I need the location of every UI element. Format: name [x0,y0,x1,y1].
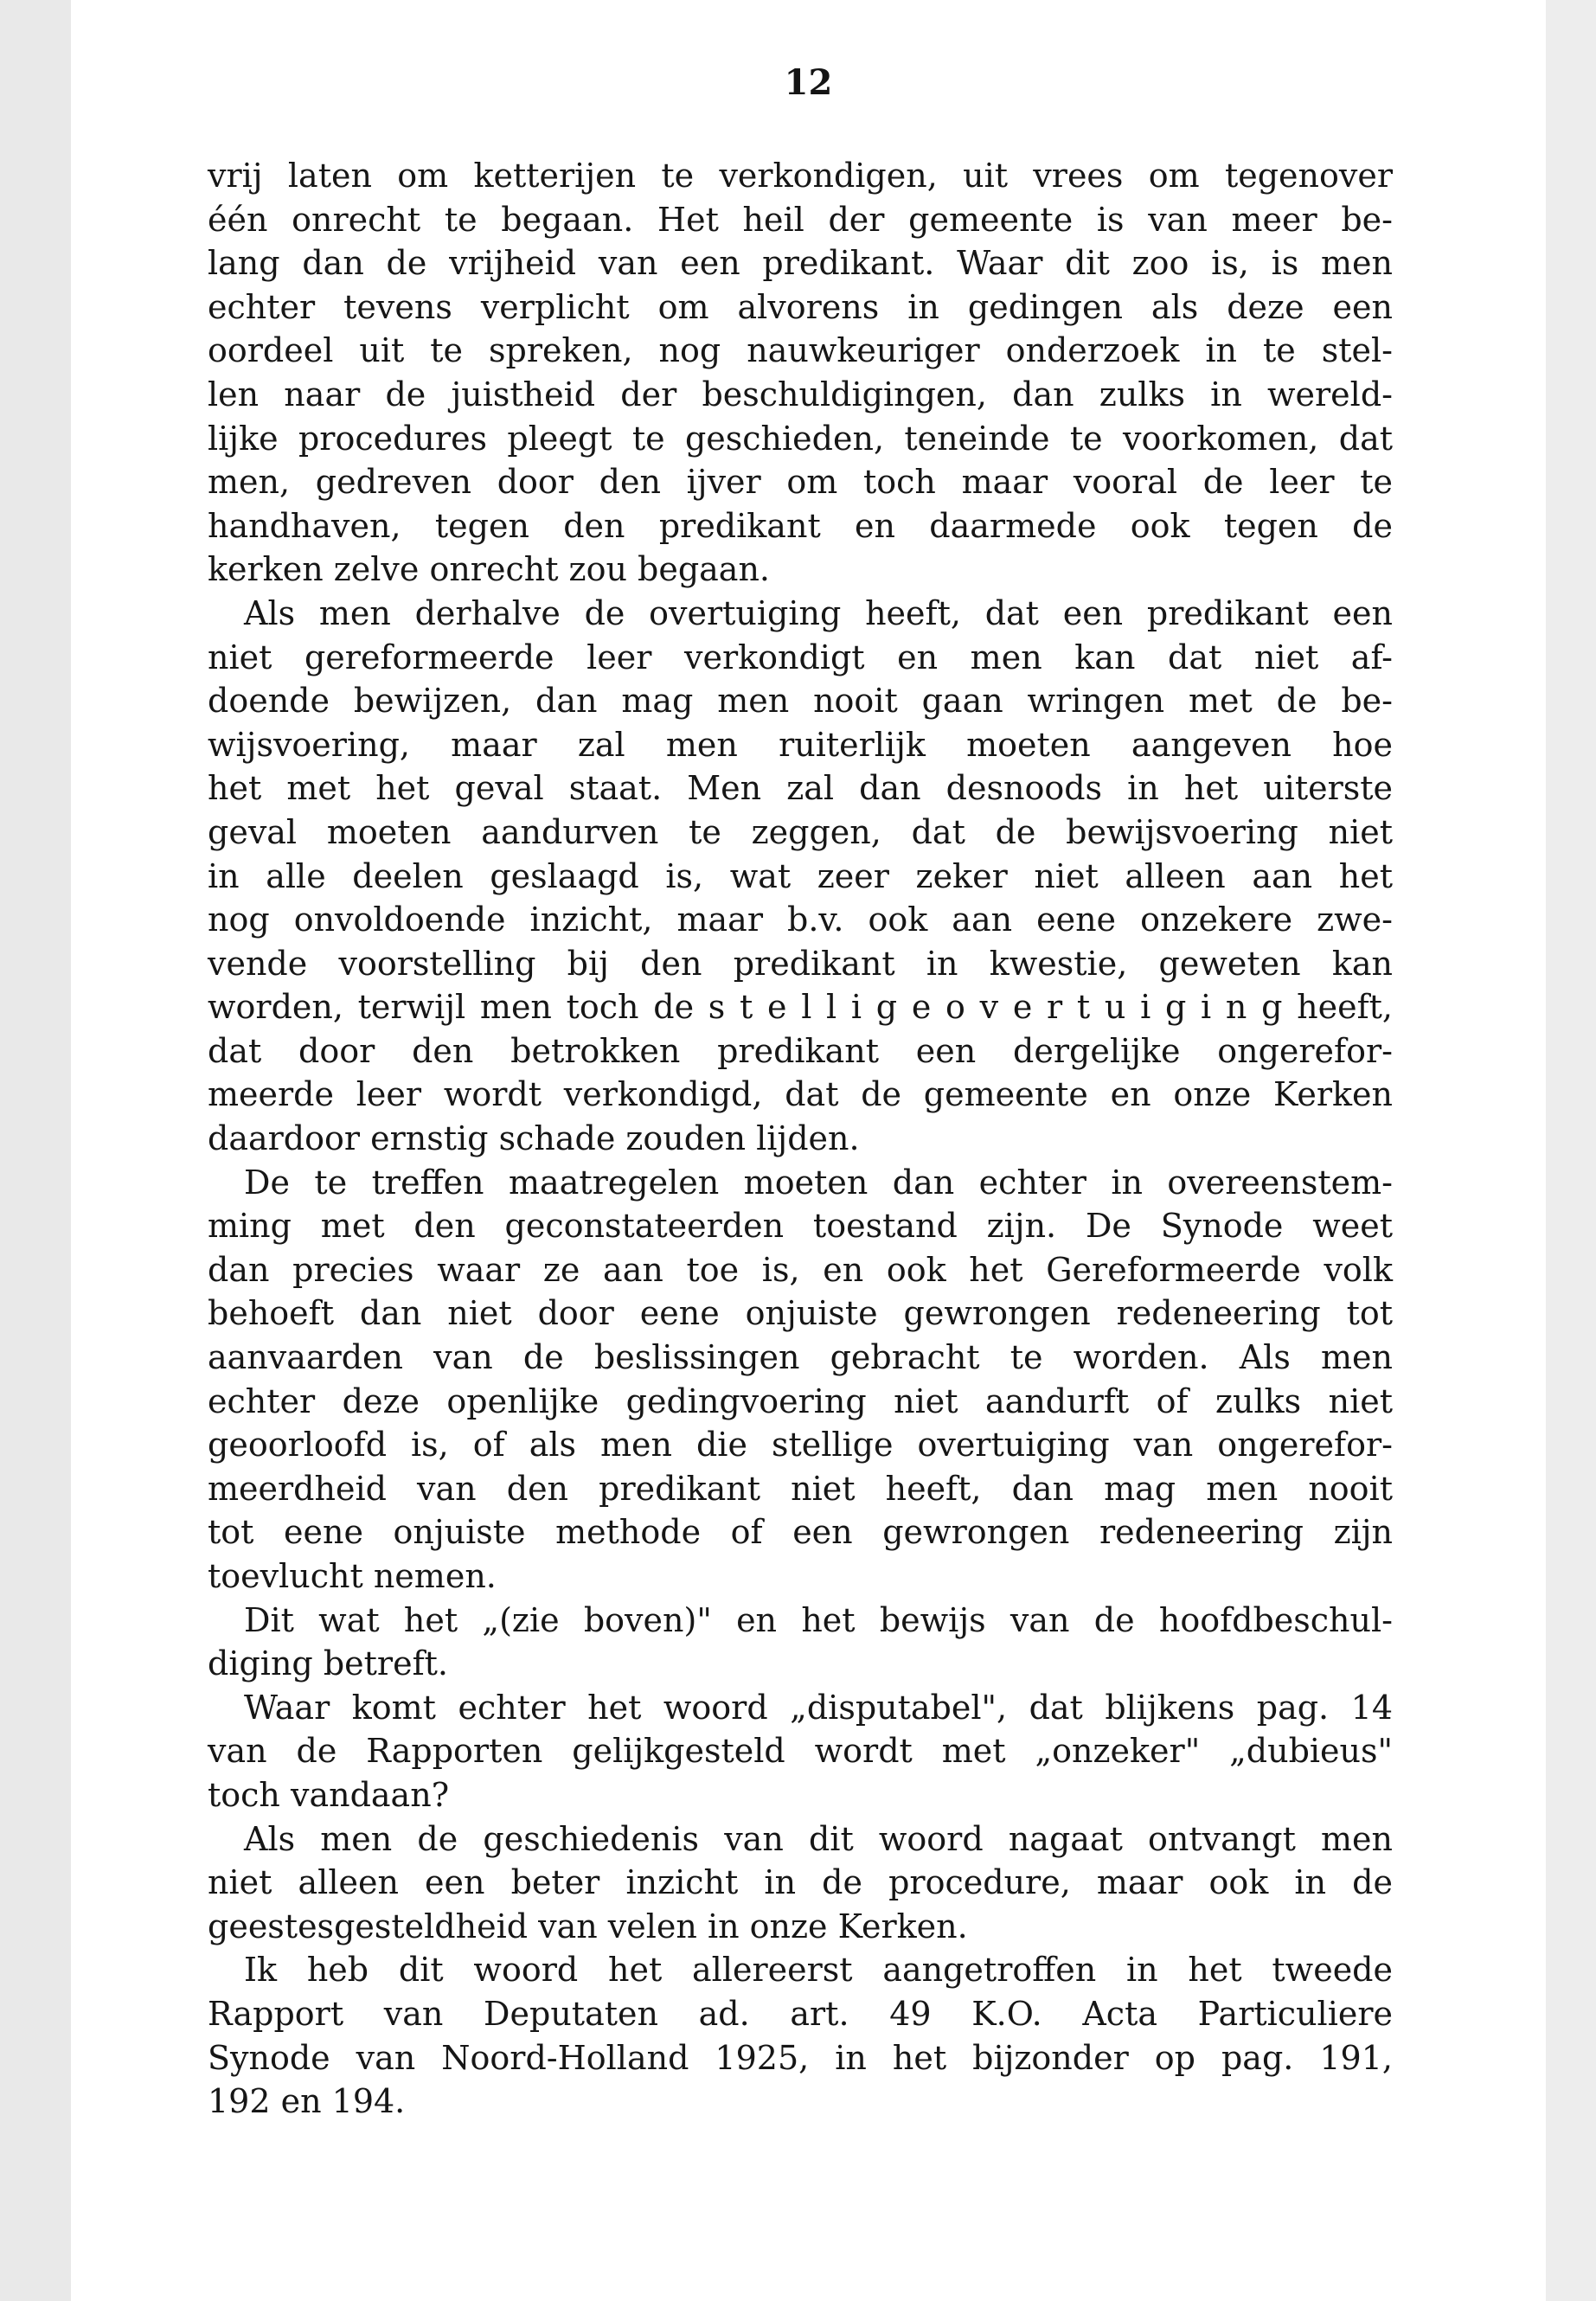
text-line: niet gereformeerde leer verkondigt en men kan dat niet af- [208,638,1393,676]
body-text [208,154,1393,2124]
text-line: aanvaarden van de beslissingen gebracht te worden. Als men [208,1338,1393,1377]
text-line: nog onvoldoende inzicht, maar b.v. ook aan eene onzekere zwe- [208,901,1393,939]
text-line: één onrecht te begaan. Het heil der gemeente is van meer be- [208,200,1393,239]
text-line: behoeft dan niet door eene onjuiste gewrongen redeneering tot [208,1294,1393,1333]
text-line: vrij laten om ketterijen te verkondigen, uit vrees om tegenover [208,157,1393,195]
text-line: len naar de juistheid der beschuldigingen, dan zulks in wereld- [208,375,1393,413]
text-line: 192 en 194. [208,2082,406,2121]
text-line: Rapport van Deputaten ad. art. 49 K.O. Acta Particuliere [208,1994,1393,2033]
text-line: Als men derhalve de overtuiging heeft, dat een predikant een [244,593,1393,632]
text-line: Synode van Noord-Holland 1925, in het bijzonder op pag. 191, [208,2038,1393,2077]
text-line: in alle deelen geslaagd is, wat zeer zeker niet alleen aan het [208,856,1393,895]
text-line: oordeel uit te spreken, nog nauwkeuriger onderzoek in te stel- [208,331,1393,370]
text-line: dat door den betrokken predikant een dergelijke ongerefor- [208,1031,1393,1070]
text-line: ming met den geconstateerden toestand zijn. De Synode weet [208,1207,1393,1246]
text-line: dan precies waar ze aan toe is, en ook het Gereformeerde volk [208,1250,1393,1289]
text-line: meerde leer wordt verkondigd, dat de gemeente en onze Kerken [208,1075,1393,1114]
page-number: 12 [784,62,833,103]
text-line: het met het geval staat. Men zal dan desnoods in het uiterste [208,769,1393,808]
text-line: handhaven, tegen den predikant en daarmede ook tegen de [208,506,1393,545]
text-line: geoorloofd is, of als men die stellige overtuiging van ongerefor- [208,1426,1393,1465]
text-line: geestesgesteldheid van velen in onze Kerken. [208,1907,968,1945]
text-line: van de Rapporten gelijkgesteld wordt met „onzeker" „dubieus" [208,1732,1393,1771]
text-line: men, gedreven door den ijver om toch maar vooral de leer te [208,463,1393,502]
text-line: lang dan de vrijheid van een predikant. Waar dit zoo is, is men [208,244,1393,283]
document-page [71,0,1546,2301]
text-line: Waar komt echter het woord „disputabel", dat blijkens pag. 14 [244,1688,1393,1727]
scan-margin-right [1546,0,1596,2301]
text-line: diging betreft. [208,1644,448,1683]
text-line: De te treffen maatregelen moeten dan echter in overeenstem- [244,1163,1393,1202]
text-line: wijsvoering, maar zal men ruiterlijk moeten aangeven hoe [208,725,1393,764]
text-line: echter tevens verplicht om alvorens in gedingen als deze een [208,287,1393,326]
text-line: Als men de geschiedenis van dit woord nagaat ontvangt men [244,1819,1393,1858]
text-line: daardoor ernstig schade zouden lijden. [208,1119,860,1158]
scan-margin-left [0,0,71,2301]
text-line: toch vandaan? [208,1775,450,1814]
text-line: Ik heb dit woord het allereerst aangetroffen in het tweede [244,1951,1393,1990]
text-line: geval moeten aandurven te zeggen, dat de bewijsvoering niet [208,812,1393,851]
text-line: toevlucht nemen. [208,1557,497,1595]
text-line: vende voorstelling bij den predikant in kwestie, geweten kan [208,944,1393,983]
text-line: niet alleen een beter inzicht in de procedure, maar ook in de [208,1863,1393,1902]
text-line: echter deze openlijke gedingvoering niet aandurft of zulks niet [208,1381,1393,1420]
text-line: Dit wat het „(zie boven)" en het bewijs van de hoofdbeschul- [244,1600,1393,1639]
text-line: meerdheid van den predikant niet heeft, dan mag men nooit [208,1469,1393,1508]
text-line: tot eene onjuiste methode of een gewrongen redeneering zijn [208,1513,1393,1552]
text-line: worden, terwijl men toch de s t e l l i g e o v e r t u i g i n g heeft, [208,988,1393,1027]
text-line: doende bewijzen, dan mag men nooit gaan wringen met de be- [208,682,1393,721]
text-line: kerken zelve onrecht zou begaan. [208,550,771,589]
text-line: lijke procedures pleegt te geschieden, teneinde te voorkomen, dat [208,419,1393,458]
